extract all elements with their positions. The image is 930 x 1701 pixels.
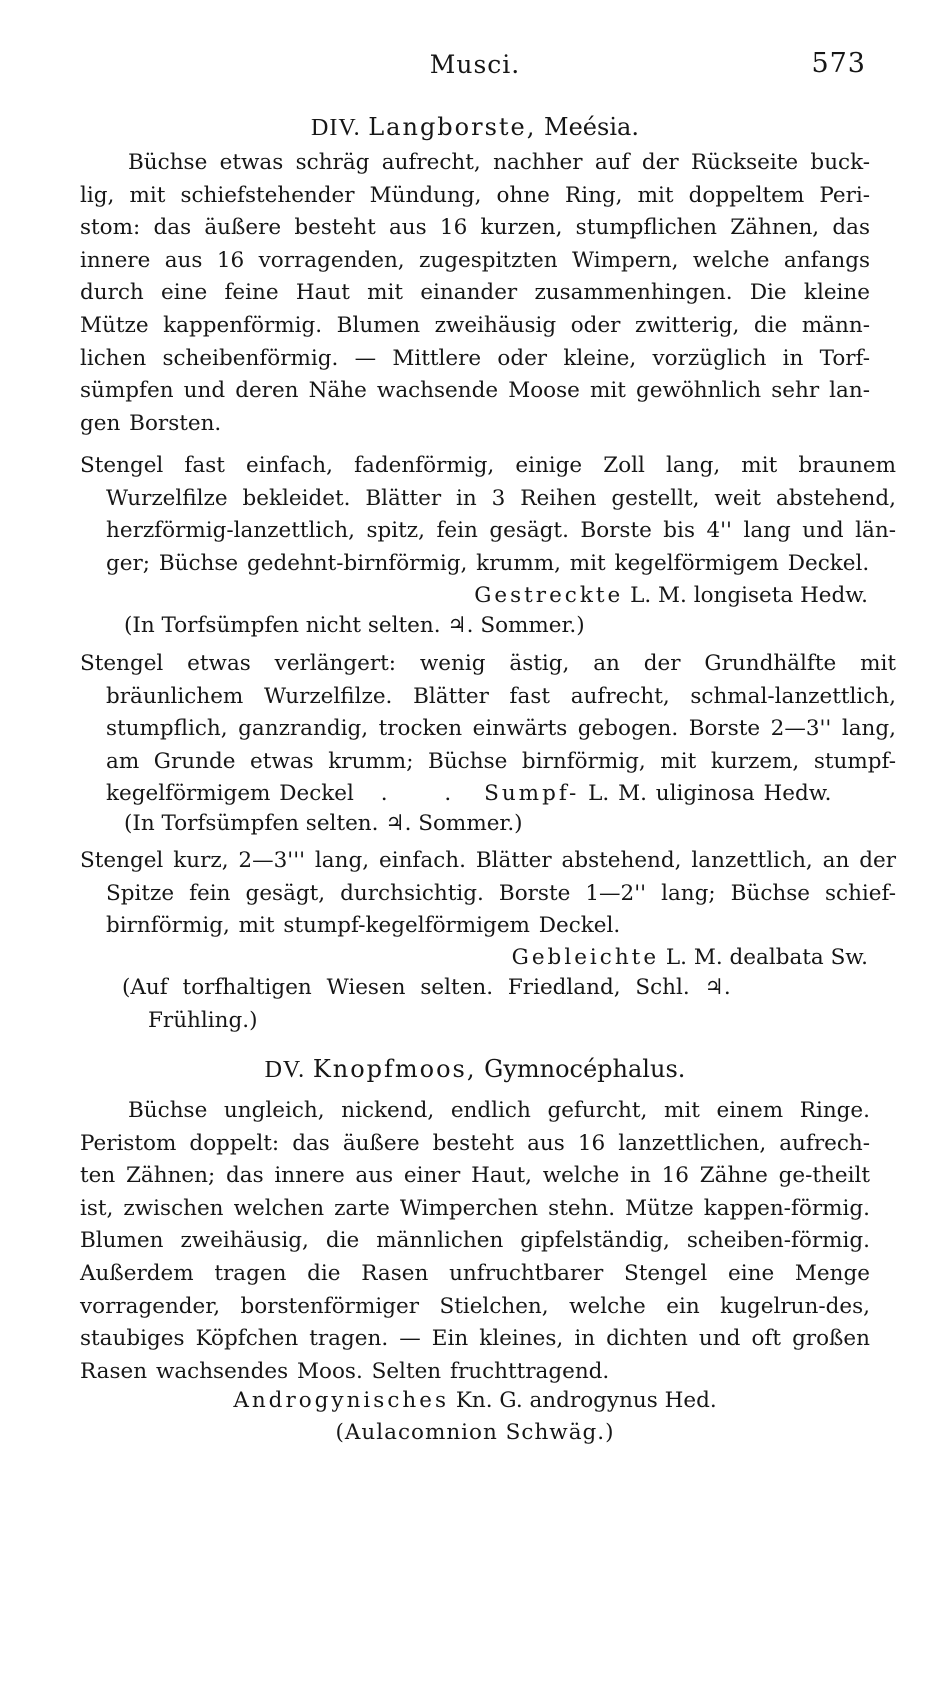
section-latin-name: Meésia. xyxy=(544,113,639,141)
species-description: Stengel kurz, 2—3''' lang, einfach. Blätter abstehend, lanzettlich, an der Spitze fein gesägt, durchsichtig. Borste 1—2'' lang; Büchse schief-birnförmig, mit stumpf-kegelförmigem Deckel. xyxy=(80,848,896,939)
species-name xyxy=(80,942,868,974)
species-common-name: Gebleichte xyxy=(511,945,660,970)
running-title: Musci. xyxy=(429,50,521,79)
section-german-name: Knopfmoos, xyxy=(312,1055,477,1083)
running-head xyxy=(80,46,870,86)
species-name xyxy=(80,1388,870,1413)
genus-description: Büchse etwas schräg aufrecht, nachher auf der Rückseite buck-lig, mit schiefstehender Mündung, ohne Ring, mit doppeltem Peri-stom: das äußere besteht aus 16 kurzen, stumpflichen Zähnen, das innere aus 16 vorragenden, zugespitzten Wimpern, welche anfangs durch eine feine Haut mit einander zusammenhingen. Die kleine Mütze kappenförmig. Blumen zweihäusig oder zwitterig, die männ-lichen scheibenförmig. — Mittlere oder kleine, vorzüglich in Torf-sümpfen und deren Nähe wachsende Moose mit gewöhnlich sehr lan-gen Borsten. xyxy=(80,150,870,436)
section-numeral: DIV. xyxy=(311,115,361,141)
species-description-text: Stengel etwas verlängert: wenig ästig, an der Grundhälfte mit bräunlichem Wurzelfilze. Blätter fast aufrecht, schmal-lanzettlich, stumpflich, ganzrandig, trocken einwärts gebogen. Borste 2—3'' lang, am Grunde etwas krumm; Büchse birnförmig, mit kurzem, stumpf-kegelförmigem Deckel xyxy=(80,651,896,807)
section-numeral: DV. xyxy=(264,1057,306,1083)
section-latin-name: Gymnocéphalus. xyxy=(484,1055,686,1083)
species-synonym: (Aulacomnion Schwäg.) xyxy=(335,1420,615,1445)
species-habitat: (In Torfsümpfen selten. ♃. Sommer.) xyxy=(124,811,523,836)
species-common-name: Sumpf- xyxy=(484,781,580,807)
genus-description: Büchse ungleich, nickend, endlich gefurcht, mit einem Ringe. Peristom doppelt: das äußere besteht aus 16 lanzettlichen, aufrech-ten Zähnen; das innere aus einer Haut, welche in 16 Zähne ge-theilt ist, zwischen welchen zarte Wimperchen stehn. Mütze kappen-förmig. Blumen zweihäusig, die männlichen gipfelständig, scheiben-förmig. Außerdem tragen die Rasen unfruchtbarer Stengel eine Menge vorragender, borstenförmiger Stielchen, welche ein kugelrun-des, staubiges Köpfchen tragen. — Ein kleines, in dichten und oft großen Rasen wachsendes Moos. Selten fruchttragend. xyxy=(80,1098,870,1384)
species-habitat: (In Torfsümpfen nicht selten. ♃. Sommer.) xyxy=(124,613,585,638)
species-common-name: Gestreckte xyxy=(474,583,624,608)
page-number: 573 xyxy=(811,48,866,79)
species-description: Stengel fast einfach, fadenförmig, einige Zoll lang, mit braunem Wurzelfilze bekleidet. Blätter in 3 Reihen gestellt, weit abstehend, herzförmig-lanzettlich, spitz, fein gesägt. Borste bis 4'' lang und län-ger; Büchse gedehnt-birnförmig, krumm, mit kegelförmigem Deckel. xyxy=(80,453,896,576)
section-heading-div xyxy=(80,113,870,142)
species-description xyxy=(80,648,896,811)
species-binomial: L. M. dealbata Sw. xyxy=(665,945,868,970)
section-heading-dv xyxy=(80,1055,870,1084)
section-german-name: Langborste, xyxy=(368,113,537,141)
species-binomial: Kn. G. androgynus Hed. xyxy=(455,1388,717,1413)
species-name xyxy=(80,580,868,612)
species-binomial: L. M. longiseta Hedw. xyxy=(630,583,868,608)
species-habitat: (Auf torfhaltigen Wiesen selten. Friedland, Schl. ♃. Frühling.) xyxy=(122,975,731,1033)
leader-dots: . . xyxy=(380,781,476,807)
species-common-name: Androgynisches xyxy=(233,1388,449,1413)
species-binomial: L. M. uliginosa Hedw. xyxy=(588,781,832,807)
